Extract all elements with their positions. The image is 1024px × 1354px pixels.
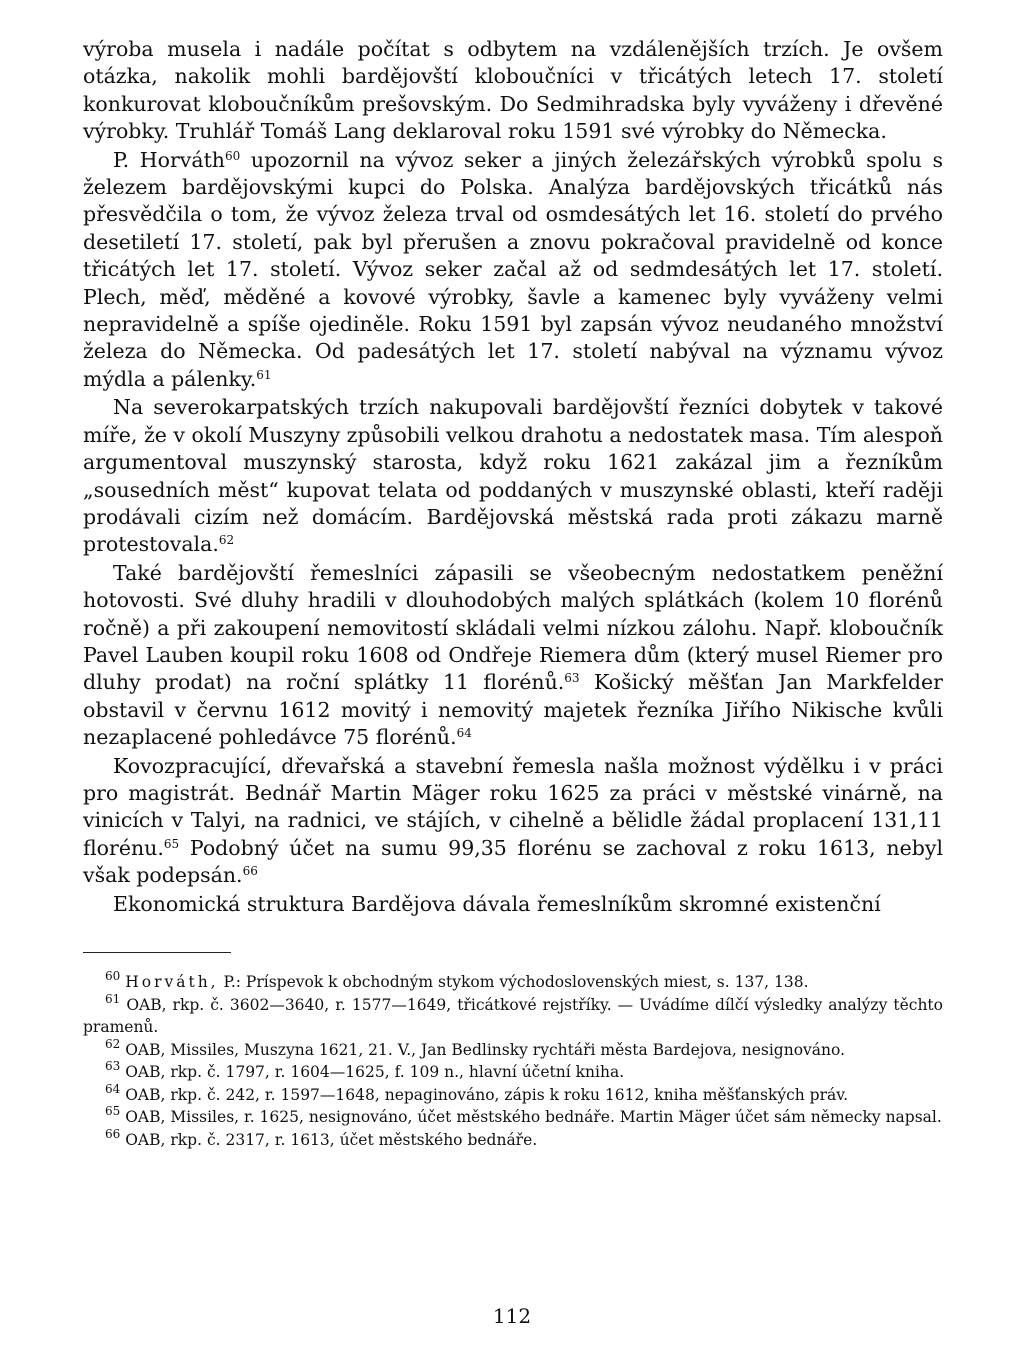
footnote-65: $^{65}$ OAB, Missiles, r. 1625, nesignováno, účet městského bednáře. Martin Mäger účet sám německy napsal. — [105, 1104, 942, 1126]
footnote-ref-60[interactable]: 60 — [225, 148, 241, 163]
footnote-ref-63[interactable]: 63 — [564, 671, 580, 686]
paragraph-2: P. Horváth$^{60}$ upozornil na vývoz seker a jiných železářských výrobků spolu s železem bardějovskými kupci do Polska. Analýza bardějovských třicátků nás přesvědčila o tom, že vývoz železa trval od osmdesátých let 16. století do prvého desetiletí 17. století, pak byl přerušen a znovu pokračoval pravidelně od konce třicátých let 17. století. Vývoz seker začal až od sedmdesátých let 17. století. Plech, měď, měděné a kovové výrobky, šavle a kamenec byly vyváženy velmi nepravidelně a spíše ojediněle. Roku 1591 byl zapsán vývoz neudaného množství železa do Německa. Od padesátých let 17. století nabýval na významu vývoz mýdla a pálenky.$^{61}$ — [83, 147, 943, 391]
footnote-60: $^{60}$ Horváth, P.: Príspevok k obchodným stykom východoslovenských miest, s. 137, 138. — [105, 969, 809, 991]
footnote-63: $^{63}$ OAB, rkp. č. 1797, r. 1604—1625, f. 109 n., hlavní účetní kniha. — [105, 1059, 625, 1081]
paragraph-1: výroba musela i nadále počítat s odbytem na vzdálenějších trzích. Je ovšem otázka, nakolik mohli bardějovští kloboučníci v třicátých letech 17. století konkurovat kloboučníkům prešovským. Do Sedmihradska byly vyváženy i dřevěné výrobky. Truhlář Tomáš Lang deklaroval roku 1591 své výrobky do Německa. — [83, 37, 943, 144]
footnote-61: $^{61}$ OAB, rkp. č. 3602—3640, r. 1577—1649, třicátkové rejstříky. — Uvádíme dílčí výsledky analýzy těchto pramenů. — [83, 991, 943, 1036]
paragraph-5: Kovozpracující, dřevařská a stavební řemesla našla možnost výdělku i v práci pro magistrát. Bednář Martin Mäger roku 1625 za práci v městské vinárně, na vinicích v Talyi, na radnici, ve stájích, v cihelně a bělidle žádal proplacení 131,11 florénu.$^{65}$ Podobný účet na sumu 99,35 florénu se zachoval z roku 1613, nebyl však podepsán.$^{66}$ — [83, 753, 943, 888]
footnote-ref-61[interactable]: 61 — [256, 367, 272, 382]
footnote-divider — [83, 952, 231, 953]
page-number: 112 — [492, 1304, 532, 1328]
page-content — [83, 36, 943, 1151]
footnote-ref-66[interactable]: 66 — [242, 864, 258, 879]
main-text — [83, 36, 943, 918]
footnote-62: $^{62}$ OAB, Missiles, Muszyna 1621, 21. V., Jan Bedlinsky rychtáři města Bardejova, nesignováno. — [105, 1036, 846, 1059]
paragraph-3: Na severokarpatských trzích nakupovali bardějovští řezníci dobytek v takové míře, že v okolí Muszyny způsobili velkou drahotu a nedostatek masa. Tím alespoň argumentoval muszynský starosta, když roku 1621 zakázal jim a řezníkům „sousedních měst“ kupovat telata od poddaných v muszynské oblasti, kteří raději prodávali cizím než domácím. Bardějovská městská rada proti zákazu marně protestovala.$^{62}$ — [83, 395, 943, 557]
footnotes — [83, 971, 943, 1151]
paragraph-4: Také bardějovští řemeslníci zápasili se všeobecným nedostatkem peněžní hotovosti. Své dluhy hradili v dlouhodobých malých splátkách (kolem 10 florénů ročně) a při zakoupení nemovitostí skládali velmi nízkou zálohu. Např. kloboučník Pavel Lauben koupil roku 1608 od Ondřeje Riemera dům (který musel Riemer pro dluhy prodat) na roční splátky 11 florénů.$^{63}$ Košický měšťan Jan Markfelder obstavil v červnu 1612 movitý i nemovitý majetek řezníka Jiřího Nikische kvůli nezaplacené pohledávce 75 florénů.$^{64}$ — [83, 560, 943, 750]
footnote-ref-62[interactable]: 62 — [218, 533, 235, 548]
footnote-ref-64[interactable]: 64 — [456, 726, 472, 741]
footnote-66: $^{66}$ OAB, rkp. č. 2317, r. 1613, účet městského bednáře. — [105, 1126, 538, 1149]
footnote-64: $^{64}$ OAB, rkp. č. 242, r. 1597—1648, nepaginováno, zápis k roku 1612, kniha měšťanských práv. — [105, 1081, 849, 1104]
footnote-ref-65[interactable]: 65 — [163, 836, 180, 851]
paragraph-6: Ekonomická struktura Bardějova dávala řemeslníkům skromné existenční — [113, 891, 881, 916]
